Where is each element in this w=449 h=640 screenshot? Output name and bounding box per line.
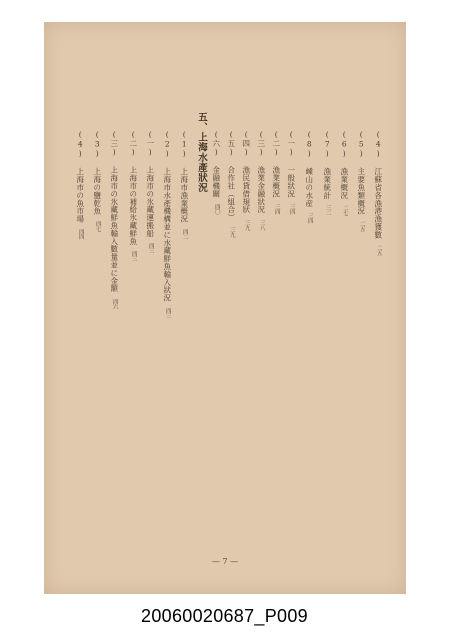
toc-entry [126,22,140,319]
entry-page-number: 二五 [375,244,382,255]
entry-page-number: 三四 [306,213,313,224]
entry-page-number: 四四 [77,228,84,239]
entry-label: (3) 上海の鹽乾魚 [92,130,102,215]
toc-entry [269,22,283,272]
entry-label: (4) 江蘇省各漁港漁獲數 [373,130,383,239]
toc-entry [354,22,368,289]
document-page [44,22,406,594]
entry-label: (一) 上海市の氷藏運搬船 [145,130,155,238]
entry-label: (5) 主要魚類概況 [356,130,366,215]
image-caption: 20060020687_P009 [141,606,308,626]
toc-entry [224,22,238,295]
entry-label: (8) 嵊山の水産 [304,130,314,208]
entry-label: (2) 上海市水產機構並に水藏鮮魚輸入狀況 [162,130,172,302]
entry-label: (1) 上海市漁業概況 [179,130,189,223]
toc-entry [284,22,298,272]
entry-page-number: 四三 [164,307,171,318]
entry-page-number: 三四 [288,203,295,214]
entry-label: (7) 漁業統計 [322,130,332,200]
entry-page-number: 四七 [94,221,101,231]
toc-entry [371,22,385,313]
entry-label: (二) 漁業概況 [271,130,281,198]
entry-page-number: 三八 [258,219,265,230]
entry-label: (六) 金融機關 [211,130,221,198]
entry-page-number: 四三 [147,243,154,254]
toc-entry [143,22,157,311]
entry-label: (五) 合作社（組合） [226,130,236,222]
entry-page-number: 三九 [243,219,250,230]
entry-page-number: 四六 [111,298,118,309]
toc-entry [239,22,253,288]
toc-entry [337,22,351,273]
toc-entry [254,22,268,288]
entry-label: (二) 上海市の補給氷藏鮮魚 [128,130,138,246]
entry-page-number: 四〇 [213,203,220,214]
entry-label: (6) 漁業概況 [339,130,349,200]
entry-page-number: 三四 [273,203,280,214]
toc-entry [320,22,334,273]
toc-entry [209,22,223,272]
entry-page-number: 二五 [358,221,365,231]
entry-page-number: 三九 [228,227,235,238]
toc-entry [73,22,87,297]
entry-page-number: 四二 [181,228,188,239]
entry-label: (4) 上海市の魚市場 [75,130,85,223]
entry-page-number: 四三 [130,251,137,262]
entry-label: (三) 上海市の氷藏鮮魚輸入數量並に金額 [109,130,119,293]
page-folio: — 7 — [211,557,239,566]
entry-label: (四) 漁民貸借規狀 [241,130,251,214]
entry-label: (三) 漁業金融狀況 [256,130,266,214]
toc-entry [302,22,316,281]
toc-entry [160,22,174,376]
entry-page-number: 三二 [324,205,331,216]
toc-entry [107,22,121,367]
entry-label: (一) 一般狀況 [286,130,296,198]
toc-entry [90,22,104,289]
section-title: 五、上海水產狀況 [196,112,207,193]
toc-entry [177,22,191,297]
entry-page-number: 二七 [341,205,348,216]
